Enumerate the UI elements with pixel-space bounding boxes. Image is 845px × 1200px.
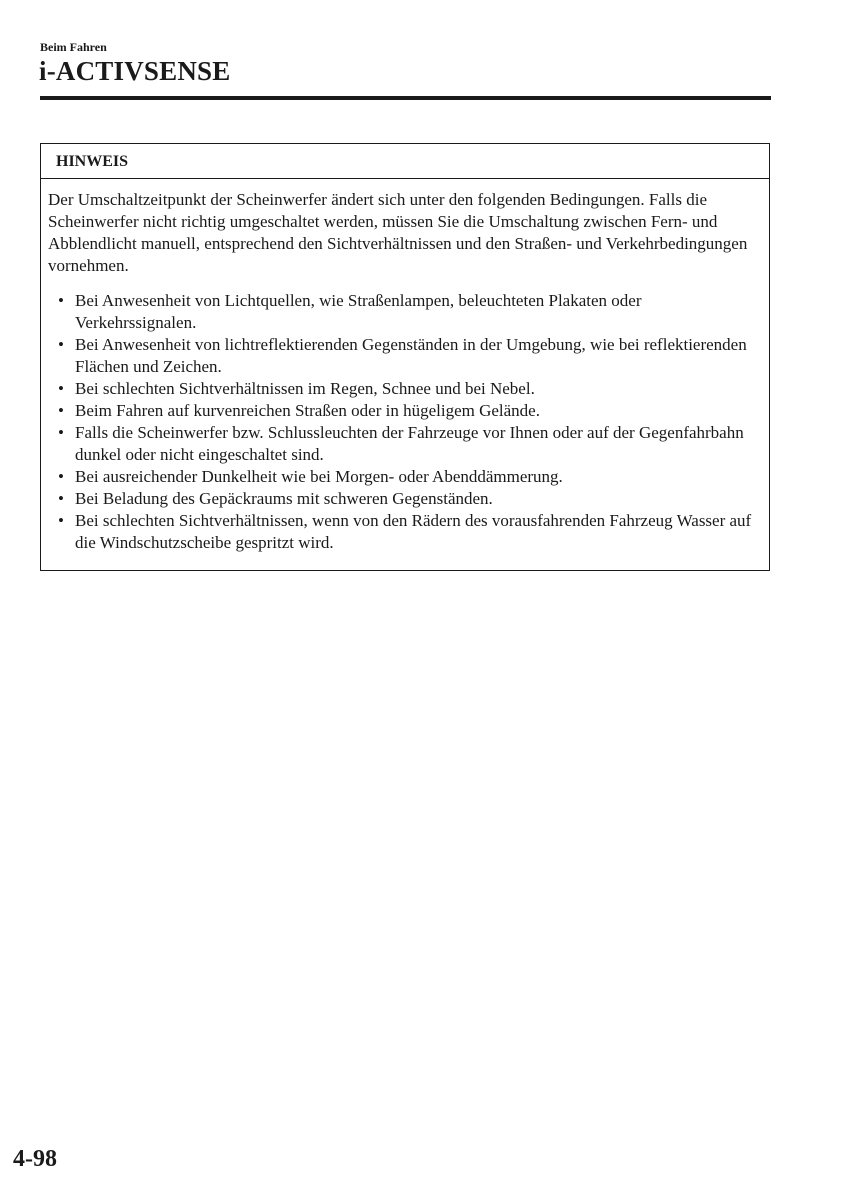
list-item-text: Bei schlechten Sichtverhältnissen im Regen, Schnee und bei Nebel.: [75, 379, 535, 398]
page-number: 4-98: [13, 1146, 57, 1172]
bullet-icon: •: [58, 511, 64, 530]
note-box: [40, 143, 770, 571]
list-item-text: Bei schlechten Sichtverhältnissen, wenn von den Rädern des vorausfahrenden Fahrzeug Wasser auf die Windschutzscheibe gespritzt wird.: [75, 511, 752, 552]
title-rule: [40, 96, 771, 100]
bullet-icon: •: [58, 291, 64, 310]
bullet-icon: •: [58, 401, 64, 420]
bullet-icon: •: [58, 335, 64, 354]
bullet-icon: •: [58, 489, 64, 508]
list-item: [48, 422, 757, 466]
list-item: [48, 334, 757, 378]
list-item-text: Falls die Scheinwerfer bzw. Schlussleuchten der Fahrzeuge vor Ihnen oder auf der Gegenfahrbahn dunkel oder nicht eingeschaltet sind.: [75, 423, 744, 464]
section-label: Beim Fahren: [40, 40, 107, 54]
note-intro: Der Umschaltzeitpunkt der Scheinwerfer ändert sich unter den folgenden Bedingungen. Falls die Scheinwerfer nicht richtig umgeschaltet werden, müssen Sie die Umschaltung zwischen Fern- und Abblendlicht manuell, entsprechend den Sichtverhältnissen und den Straßen- und Verkehrbedingungen vornehmen.: [48, 190, 748, 275]
list-item-text: Bei Beladung des Gepäckraums mit schweren Gegenständen.: [75, 489, 493, 508]
list-item: [48, 466, 757, 488]
bullet-icon: •: [58, 467, 64, 486]
list-item: [48, 290, 757, 334]
list-item-text: Beim Fahren auf kurvenreichen Straßen oder in hügeligem Gelände.: [75, 401, 540, 420]
list-item-text: Bei Anwesenheit von Lichtquellen, wie Straßenlampen, beleuchteten Plakaten oder Verkehrssignalen.: [75, 291, 642, 332]
chapter-title: i-ACTIVSENSE: [39, 56, 231, 86]
bullet-list: [48, 290, 757, 554]
note-body: [41, 179, 769, 554]
bullet-icon: •: [58, 423, 64, 442]
bullet-icon: •: [58, 379, 64, 398]
list-item: [48, 378, 757, 400]
list-item: [48, 510, 757, 554]
list-item: [48, 488, 757, 510]
note-title: HINWEIS: [41, 144, 769, 179]
list-item-text: Bei ausreichender Dunkelheit wie bei Morgen- oder Abenddämmerung.: [75, 467, 563, 486]
list-item: [48, 400, 757, 422]
list-item-text: Bei Anwesenheit von lichtreflektierenden Gegenständen in der Umgebung, wie bei reflektierenden Flächen und Zeichen.: [75, 335, 747, 376]
